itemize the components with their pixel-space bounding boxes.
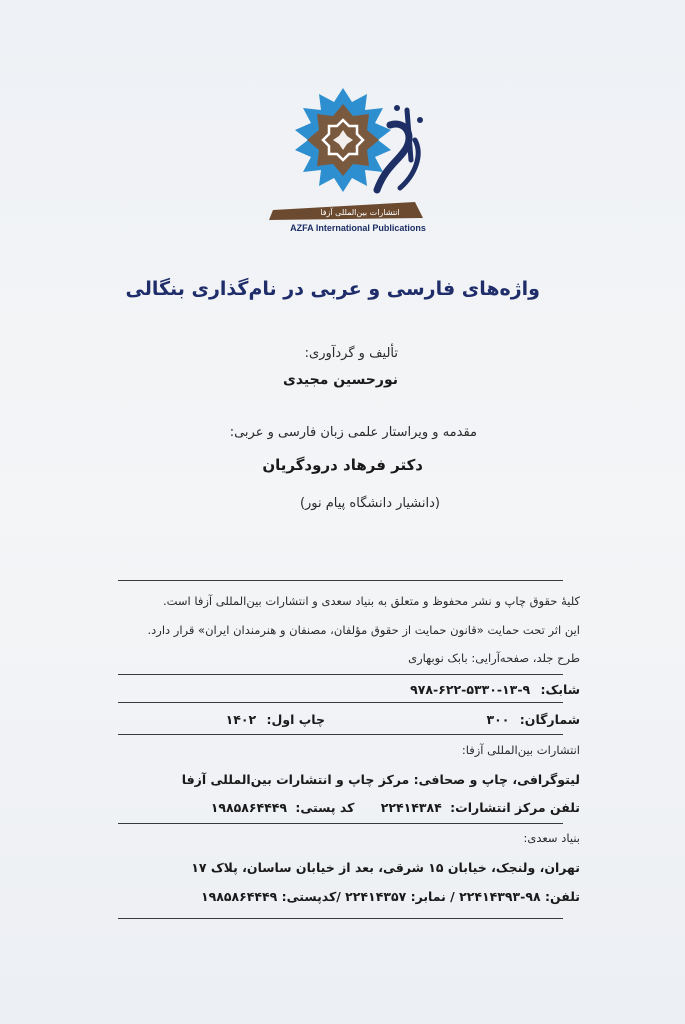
edition-value: ۱۴۰۲ (225, 712, 257, 727)
rights-line-2: این اثر تحت حمایت «قانون حمایت از حقوق مؤلفان، مصنفان و هنرمندان ایران» قرار دارد. (147, 623, 580, 637)
logo-publisher-fa: انتشارات بین‌المللی آزفا (320, 208, 400, 217)
book-title: واژه‌های فارسی و عربی در نام‌گذاری بنگالی (125, 278, 540, 300)
azfa-phone-value: ۲۲۴۱۴۳۸۴ (380, 800, 442, 815)
isbn-value: ۹-۱۳-۵۳۳۰-۶۲۲-۹۷۸ (410, 682, 531, 697)
azfa-postal-value: ۱۹۸۵۸۶۴۴۴۹ (210, 800, 288, 815)
print-run (487, 712, 580, 727)
logo-caption: AZFA International Publications (290, 223, 426, 233)
print-run-label: شمارگان: (519, 712, 580, 727)
divider-print (118, 734, 563, 735)
isbn-label: شابک: (540, 682, 580, 697)
divider-top (118, 580, 563, 581)
edition-label: چاپ اول: (266, 712, 325, 727)
divider-azfa (118, 823, 563, 824)
cover-design: طرح جلد، صفحه‌آرایی: بابک نوبهاری (408, 651, 580, 665)
divider-rights (118, 674, 563, 675)
editor-label: مقدمه و ویراستار علمی زبان فارسی و عربی: (229, 425, 477, 440)
edition (226, 712, 325, 727)
isbn-row (410, 682, 580, 697)
saadi-contact: تلفن: ۹۸-۲۲۴۱۴۳۹۳ / نمابر: ۲۲۴۱۴۳۵۷ /کدپستی: ۱۹۸۵۸۶۴۴۴۹ (200, 889, 580, 904)
author-label: تألیف و گردآوری: (304, 346, 398, 361)
azfa-heading: انتشارات بین‌المللی آزفا: (461, 743, 580, 757)
azfa-phone-label: تلفن مرکز انتشارات: (450, 800, 580, 815)
azfa-printing: لیتوگرافی، چاپ و صحافی: مرکز چاپ و انتشارات بین‌المللی آزفا (181, 772, 580, 787)
rights-line-1: کلیهٔ حقوق چاپ و نشر محفوظ و متعلق به بنیاد سعدی و انتشارات بین‌المللی آزفا است. (162, 594, 580, 608)
print-run-value: ۳۰۰ (486, 712, 510, 727)
azfa-contact (211, 800, 580, 815)
divider-isbn (118, 702, 563, 703)
author-name: نورحسین مجیدی (282, 372, 398, 388)
editor-affiliation: (دانشیار دانشگاه پیام نور) (299, 496, 440, 511)
saadi-address: تهران، ولنجک، خیابان ۱۵ شرقی، بعد از خیابان ساسان، پلاک ۱۷ (191, 860, 580, 875)
azfa-postal-label: کد پستی: (295, 800, 355, 815)
divider-bottom (118, 918, 563, 919)
saadi-heading: بنیاد سعدی: (523, 831, 580, 845)
editor-name: دکتر فرهاد درودگریان (262, 456, 423, 474)
